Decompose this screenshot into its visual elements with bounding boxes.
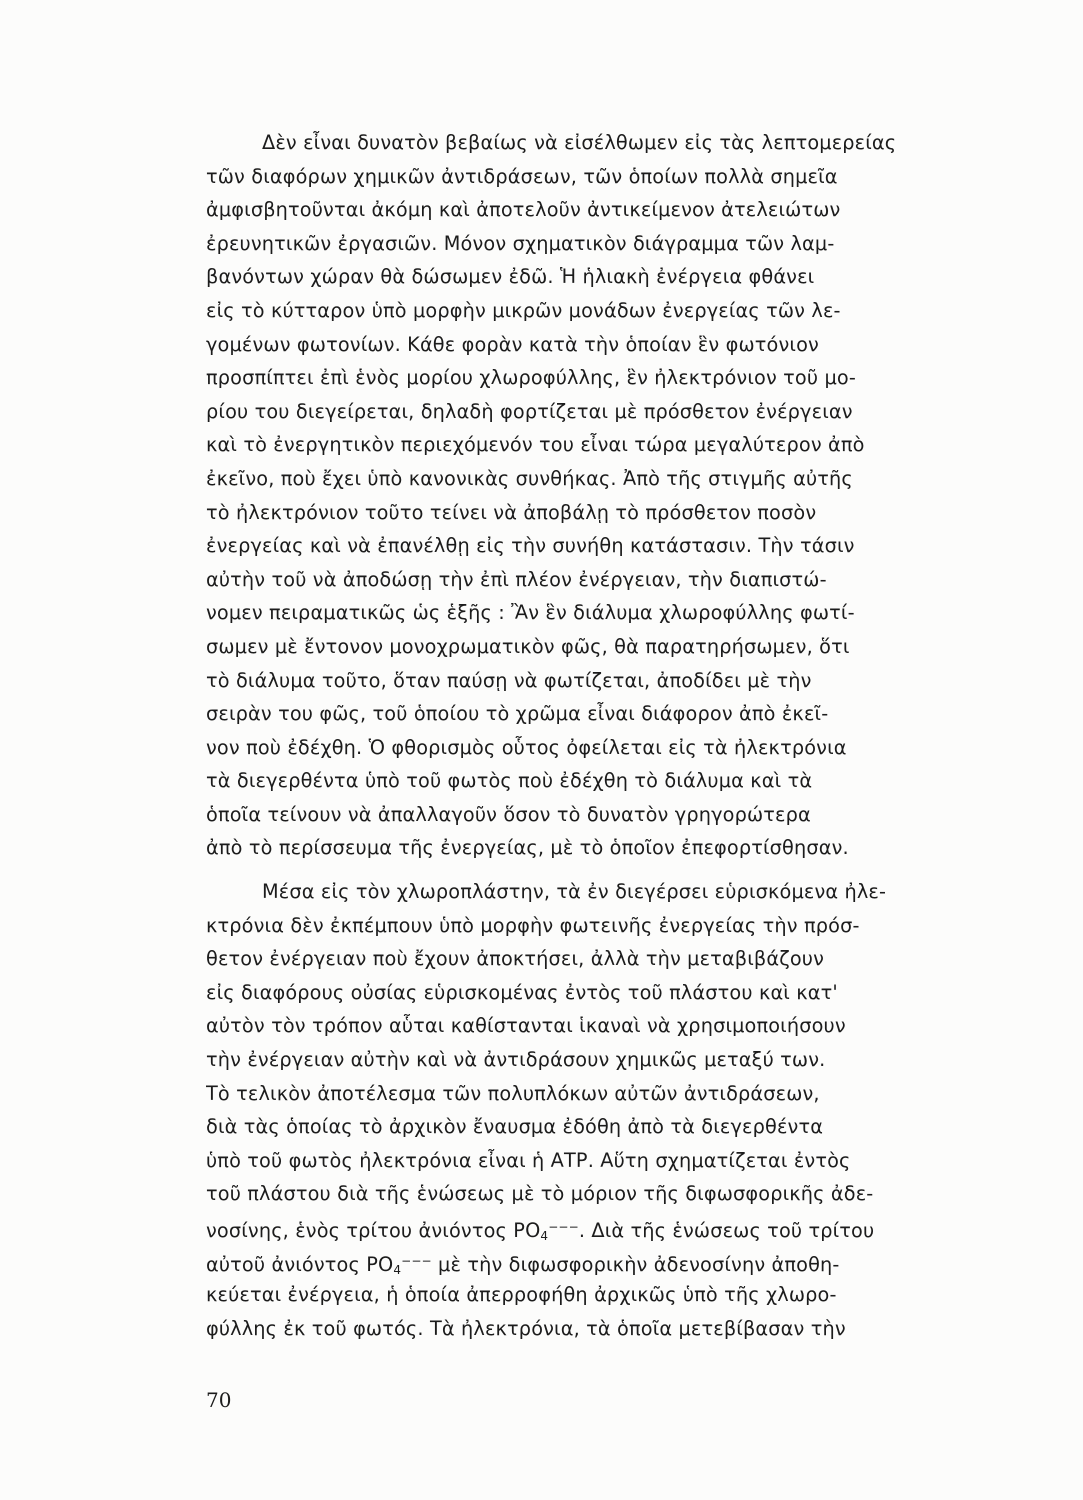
text-segment: αὐτοῦ ἀνιόντος PO bbox=[206, 1252, 394, 1276]
text-line-po4 bbox=[206, 1245, 1083, 1279]
page-number: 70 bbox=[206, 1388, 232, 1412]
text-line: τῶν διαφόρων χημικῶν ἀντιδράσεων, τῶν ὁποίων πολλὰ σημεῖα bbox=[206, 164, 838, 188]
text-line: αὐτὴν τοῦ νὰ ἀποδώσῃ τὴν ἐπὶ πλέον ἐνέργειαν, τὴν διαπιστώ- bbox=[206, 567, 827, 591]
paragraph-1 bbox=[206, 126, 1083, 865]
text-line: ἐνεργείας καὶ νὰ ἐπανέλθῃ εἰς τὴν συνήθη κατάστασιν. Τὴν τάσιν bbox=[206, 534, 855, 558]
text-line: ὁποῖα τείνουν νὰ ἀπαλλαγοῦν ὅσον τὸ δυνατὸν γρηγορώτερα bbox=[206, 802, 811, 826]
text-line: τοῦ πλάστου διὰ τῆς ἑνώσεως μὲ τὸ μόριον τῆς διφωσφορικῆς ἀδε- bbox=[206, 1182, 874, 1206]
text-line: Τὸ τελικὸν ἀποτέλεσμα τῶν πολυπλόκων αὐτῶν ἀντιδράσεων, bbox=[206, 1081, 820, 1105]
text-line: ἐρευνητικῶν ἐργασιῶν. Μόνον σχηματικὸν διάγραμμα τῶν λαμ- bbox=[206, 231, 835, 255]
text-line: ἀπὸ τὸ περίσσευμα τῆς ἐνεργείας, μὲ τὸ ὁποῖον ἐπεφορτίσθησαν. bbox=[206, 836, 849, 860]
text-line: Δὲν εἶναι δυνατὸν βεβαίως νὰ εἰσέλθωμεν εἰς τὰς λεπτομερείας bbox=[262, 131, 897, 154]
text-line: σωμεν μὲ ἔντονον μονοχρωματικὸν φῶς, θὰ παρατηρήσωμεν, ὅτι bbox=[206, 634, 850, 658]
text-segment: νοσίνης, ἑνὸς τρίτου ἀνιόντος PO bbox=[206, 1218, 541, 1242]
text-line: εἰς διαφόρους οὐσίας εὑρισκομένας ἐντὸς τοῦ πλάστου καὶ κατ' bbox=[206, 980, 838, 1004]
text-line: κτρόνια δὲν ἐκπέμπουν ὑπὸ μορφὴν φωτεινῆς ἐνεργείας τὴν πρόσ- bbox=[206, 913, 860, 937]
text-line: αὐτὸν τὸν τρόπον αὗται καθίστανται ἱκαναὶ νὰ χρησιμοποιήσουν bbox=[206, 1014, 846, 1038]
text-line: εἰς τὸ κύτταρον ὑπὸ μορφὴν μικρῶν μονάδων ἐνεργείας τῶν λε- bbox=[206, 298, 841, 322]
text-line: διὰ τὰς ὁποίας τὸ ἀρχικὸν ἔναυσμα ἐδόθη ἀπὸ τὰ διεγερθέντα bbox=[206, 1115, 824, 1139]
text-line: ἐκεῖνο, ποὺ ἔχει ὑπὸ κανονικὰς συνθήκας. Ἀπὸ τῆς στιγμῆς αὐτῆς bbox=[206, 466, 853, 490]
text-line-po4 bbox=[206, 1211, 1083, 1245]
text-line: προσπίπτει ἐπὶ ἑνὸς μορίου χλωροφύλλης, ἓν ἠλεκτρόνιον τοῦ μο- bbox=[206, 366, 856, 390]
text-line: γομένων φωτονίων. Κάθε φορὰν κατὰ τὴν ὁποίαν ἓν φωτόνιον bbox=[206, 332, 819, 356]
text-line: θετον ἐνέργειαν ποὺ ἔχουν ἀποκτήσει, ἀλλὰ τὴν μεταβιβάζουν bbox=[206, 947, 825, 971]
text-line: Μέσα εἰς τὸν χλωροπλάστην, τὰ ἐν διεγέρσει εὑρισκόμενα ἠλε- bbox=[262, 880, 887, 903]
paragraph-2 bbox=[206, 875, 1083, 1345]
text-line: σειρὰν του φῶς, τοῦ ὁποίου τὸ χρῶμα εἶναι διάφορον ἀπὸ ἐκεῖ- bbox=[206, 702, 829, 726]
superscript: −−− bbox=[401, 1253, 432, 1268]
text-line: ἀμφισβητοῦνται ἀκόμη καὶ ἀποτελοῦν ἀντικείμενον ἀτελειώτων bbox=[206, 198, 841, 222]
text-segment: μὲ τὴν διφωσφορικὴν ἀδενοσίνην ἀποθη- bbox=[431, 1252, 840, 1276]
text-segment: . Διὰ τῆς ἑνώσεως τοῦ τρίτου bbox=[578, 1218, 875, 1242]
text-line: νον ποὺ ἐδέχθη. Ὁ φθορισμὸς οὗτος ὀφείλεται εἰς τὰ ἠλεκτρόνια bbox=[206, 735, 847, 759]
subscript: 4 bbox=[540, 1228, 549, 1243]
superscript: −−− bbox=[548, 1219, 579, 1234]
text-line: κεύεται ἐνέργεια, ἡ ὁποία ἀπερροφήθη ἀρχικῶς ὑπὸ τῆς χλωρο- bbox=[206, 1283, 837, 1307]
text-line: τὸ ἠλεκτρόνιον τοῦτο τείνει νὰ ἀποβάλῃ τὸ πρόσθετον ποσὸν bbox=[206, 500, 817, 524]
text-line: καὶ τὸ ἐνεργητικὸν περιεχόμενόν του εἶναι τώρα μεγαλύτερον ἀπὸ bbox=[206, 433, 865, 457]
text-line: τὴν ἐνέργειαν αὐτὴν καὶ νὰ ἀντιδράσουν χημικῶς μεταξύ των. bbox=[206, 1047, 826, 1071]
text-line: βανόντων χώραν θὰ δώσωμεν ἐδῶ. Ἡ ἡλιακὴ ἐνέργεια φθάνει bbox=[206, 265, 815, 289]
text-line: ὑπὸ τοῦ φωτὸς ἠλεκτρόνια εἶναι ἡ ΑΤΡ. Αὕτη σχηματίζεται ἐντὸς bbox=[206, 1148, 851, 1172]
subscript: 4 bbox=[393, 1262, 402, 1277]
text-line: τὰ διεγερθέντα ὑπὸ τοῦ φωτὸς ποὺ ἐδέχθη τὸ διάλυμα καὶ τὰ bbox=[206, 769, 813, 793]
text-line: φύλλης ἐκ τοῦ φωτός. Τὰ ἠλεκτρόνια, τὰ ὁποῖα μετεβίβασαν τὴν bbox=[206, 1316, 846, 1340]
text-line: τὸ διάλυμα τοῦτο, ὅταν παύσῃ νὰ φωτίζεται, ἀποδίδει μὲ τὴν bbox=[206, 668, 812, 692]
text-line: ρίου του διεγείρεται, δηλαδὴ φορτίζεται μὲ πρόσθετον ἐνέργειαν bbox=[206, 399, 853, 423]
text-line: νομεν πειραματικῶς ὡς ἑξῆς : Ἂν ἓν διάλυμα χλωροφύλλης φωτί- bbox=[206, 601, 855, 625]
